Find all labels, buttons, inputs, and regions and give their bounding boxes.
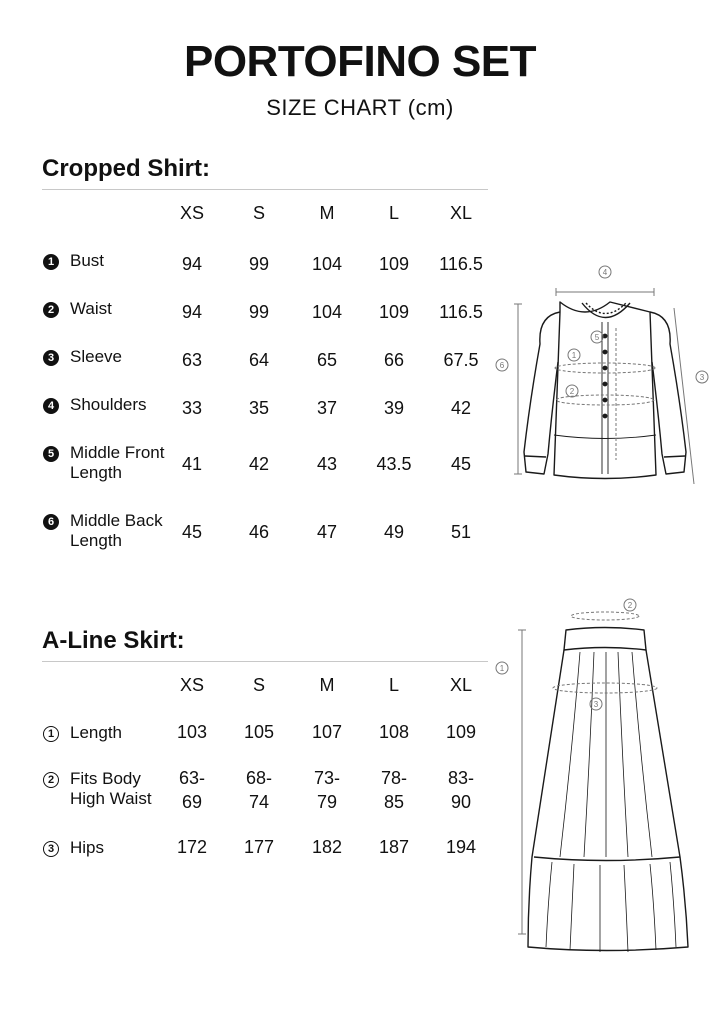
size-value: 41	[181, 454, 203, 474]
size-value: 116.5	[439, 302, 483, 322]
row-number-badge: 2	[43, 772, 59, 788]
size-value: 37	[316, 398, 338, 418]
size-value: 94	[181, 302, 203, 322]
size-header-m: M	[319, 675, 335, 695]
size-value: 108	[378, 722, 410, 742]
size-value: 68-	[245, 768, 272, 788]
size-value: 45	[181, 522, 203, 542]
size-value: 63	[181, 350, 203, 370]
size-value: 46	[248, 522, 270, 542]
skirt-marker-1: 1	[499, 664, 505, 673]
row-number-badge: 2	[43, 302, 59, 318]
size-value: 63-	[178, 768, 205, 788]
size-value: 49	[383, 522, 405, 542]
row-label: Waist	[70, 299, 112, 318]
a-line-skirt-illustration	[490, 592, 720, 972]
size-header-xs: XS	[179, 203, 204, 223]
row-label: Hips	[70, 838, 105, 857]
marker-3: 3	[699, 373, 705, 382]
size-value: 172	[176, 837, 208, 857]
size-value: 94	[181, 254, 203, 274]
size-value: 42	[450, 398, 472, 418]
skirt-section-title: A-Line Skirt:	[42, 627, 185, 654]
row-label: Middle Back	[70, 511, 163, 530]
size-value: 99	[248, 302, 270, 322]
size-value: 35	[248, 398, 270, 418]
marker-6: 6	[499, 361, 505, 370]
size-value: 67.5	[443, 350, 479, 370]
size-value: 109	[378, 254, 410, 274]
size-value: 43.5	[376, 454, 412, 474]
size-header-l: L	[388, 203, 399, 223]
row-label: Length	[70, 463, 122, 482]
size-value: 104	[311, 302, 343, 322]
size-value: 194	[445, 837, 477, 857]
size-value: 182	[311, 837, 343, 857]
size-value: 104	[311, 254, 343, 274]
size-header-m: M	[319, 203, 335, 223]
row-number-badge: 3	[43, 841, 59, 857]
row-label: Fits Body	[70, 769, 141, 788]
size-value: 79	[316, 792, 338, 812]
row-number-badge: 4	[43, 398, 59, 414]
marker-2: 2	[569, 387, 575, 396]
size-value: 74	[248, 792, 270, 812]
row-number-badge: 5	[43, 446, 59, 462]
size-value: 177	[243, 837, 275, 857]
row-label: Middle Front	[70, 443, 165, 462]
skirt-marker-2: 2	[627, 601, 633, 610]
size-value: 65	[316, 350, 338, 370]
cropped-shirt-illustration	[490, 260, 720, 500]
page-subtitle: SIZE CHART (cm)	[266, 95, 454, 120]
size-value: 73-	[313, 768, 340, 788]
shirt-section-title: Cropped Shirt:	[42, 155, 210, 182]
size-header-s: S	[252, 203, 265, 223]
size-value: 109	[445, 722, 477, 742]
skirt-divider	[42, 661, 488, 662]
size-value: 105	[243, 722, 275, 742]
size-value: 66	[383, 350, 405, 370]
size-value: 47	[316, 522, 338, 542]
size-value: 45	[450, 454, 472, 474]
row-label: Sleeve	[70, 347, 122, 366]
size-value: 103	[176, 722, 208, 742]
skirt-marker-3: 3	[593, 700, 599, 709]
size-value: 107	[311, 722, 343, 742]
size-value: 43	[316, 454, 338, 474]
marker-4: 4	[602, 268, 608, 277]
row-label: Length	[70, 531, 122, 550]
size-header-l: L	[388, 675, 399, 695]
size-value: 90	[450, 792, 472, 812]
row-label: Bust	[70, 251, 105, 270]
size-value: 42	[248, 454, 270, 474]
size-value: 187	[378, 837, 410, 857]
row-label: Shoulders	[70, 395, 147, 414]
size-value: 83-	[447, 768, 474, 788]
row-number-badge: 6	[43, 514, 59, 530]
size-value: 51	[450, 522, 472, 542]
row-number-badge: 3	[43, 350, 59, 366]
row-number-badge: 1	[43, 726, 59, 742]
marker-5: 5	[594, 333, 600, 342]
size-value: 85	[383, 792, 405, 812]
size-value: 39	[383, 398, 405, 418]
size-header-xl: XL	[449, 203, 473, 223]
size-header-xl: XL	[449, 675, 473, 695]
size-value: 33	[181, 398, 203, 418]
size-value: 78-	[380, 768, 407, 788]
shirt-divider	[42, 189, 488, 190]
size-value: 69	[181, 792, 203, 812]
row-label: High Waist	[70, 789, 152, 808]
size-header-xs: XS	[179, 675, 204, 695]
row-label: Length	[70, 723, 122, 742]
size-header-s: S	[252, 675, 265, 695]
size-value: 99	[248, 254, 270, 274]
page-title: PORTOFINO SET	[183, 37, 537, 86]
marker-1: 1	[571, 351, 577, 360]
row-number-badge: 1	[43, 254, 59, 270]
size-value: 109	[378, 302, 410, 322]
size-value: 116.5	[439, 254, 483, 274]
size-value: 64	[248, 350, 270, 370]
